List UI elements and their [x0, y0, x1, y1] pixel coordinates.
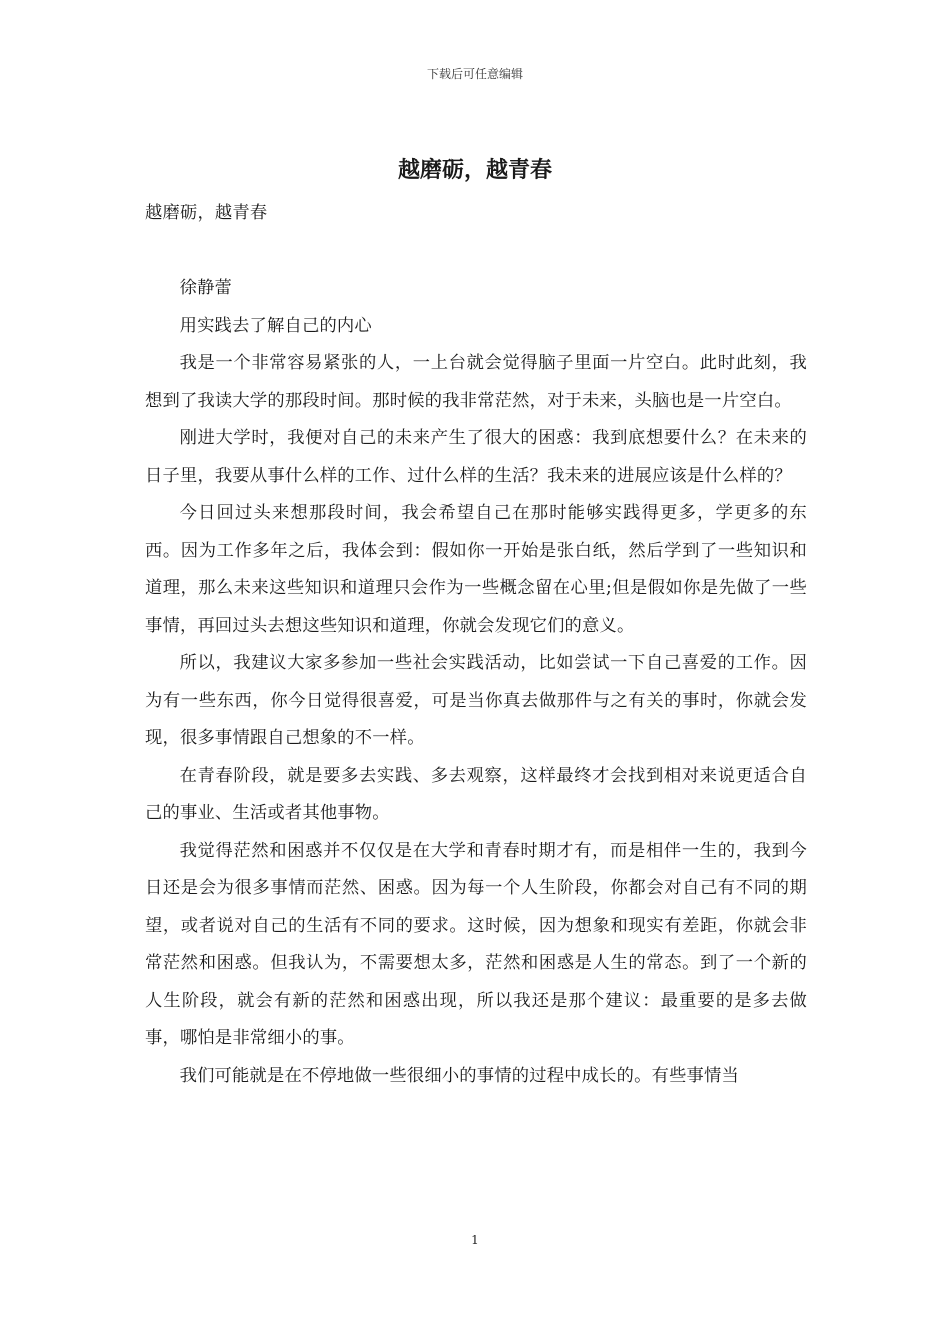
page-number: 1 [471, 1233, 479, 1247]
paragraph: 我觉得茫然和困惑并不仅仅是在大学和青春时期才有，而是相伴一生的，我到今日还是会为很多事情而茫然、困惑。因为每一个人生阶段，你都会对自己有不同的期望，或者说对自己的生活有不同的要求。这时候，因为想象和现实有差距，你就会非常茫然和困惑。但我认为，不需要想太多，茫然和困惑是人生的常态。到了一个新的人生阶段，就会有新的茫然和困惑出现，所以我还是那个建议：最重要的是多去做事，哪怕是非常细小的事。 [145, 840, 807, 1048]
page-header: 下载后可任意编辑 [426, 67, 523, 81]
document-subtitle: 越磨砺，越青春 [145, 203, 268, 223]
paragraph: 我是一个非常容易紧张的人，一上台就会觉得脑子里面一片空白。此时此刻，我想到了我读大学的那段时间。那时候的我非常茫然，对于未来，头脑也是一片空白。 [145, 353, 807, 411]
paragraph: 在青春阶段，就是要多去实践、多去观察，这样最终才会找到相对来说更适合自己的事业、生活或者其他事物。 [145, 765, 807, 823]
paragraph: 今日回过头来想那段时间，我会希望自己在那时能够实践得更多，学更多的东西。因为工作多年之后，我体会到：假如你一开始是张白纸，然后学到了一些知识和道理，那么未来这些知识和道理只会作为一些概念留在心里;但是假如你是先做了一些事情，再回过头去想这些知识和道理，你就会发现它们的意义。 [145, 503, 807, 636]
document-title: 越磨砺，越青春 [397, 157, 552, 183]
author-name: 徐静蕾 [179, 278, 233, 298]
document-body [145, 195, 807, 1095]
paragraph: 刚进大学时，我便对自己的未来产生了很大的困惑：我到底想要什么？在未来的日子里，我要从事什么样的工作、过什么样的生活？我未来的进展应该是什么样的？ [145, 428, 807, 486]
section-heading: 用实践去了解自己的内心 [179, 315, 372, 336]
paragraph: 我们可能就是在不停地做一些很细小的事情的过程中成长的。有些事情当 [179, 1065, 739, 1086]
blank-line [145, 233, 807, 271]
paragraph: 所以，我建议大家多参加一些社会实践活动，比如尝试一下自己喜爱的工作。因为有一些东西，你今日觉得很喜爱，可是当你真去做那件与之有关的事时，你就会发现，很多事情跟自己想象的不一样。 [145, 653, 807, 748]
